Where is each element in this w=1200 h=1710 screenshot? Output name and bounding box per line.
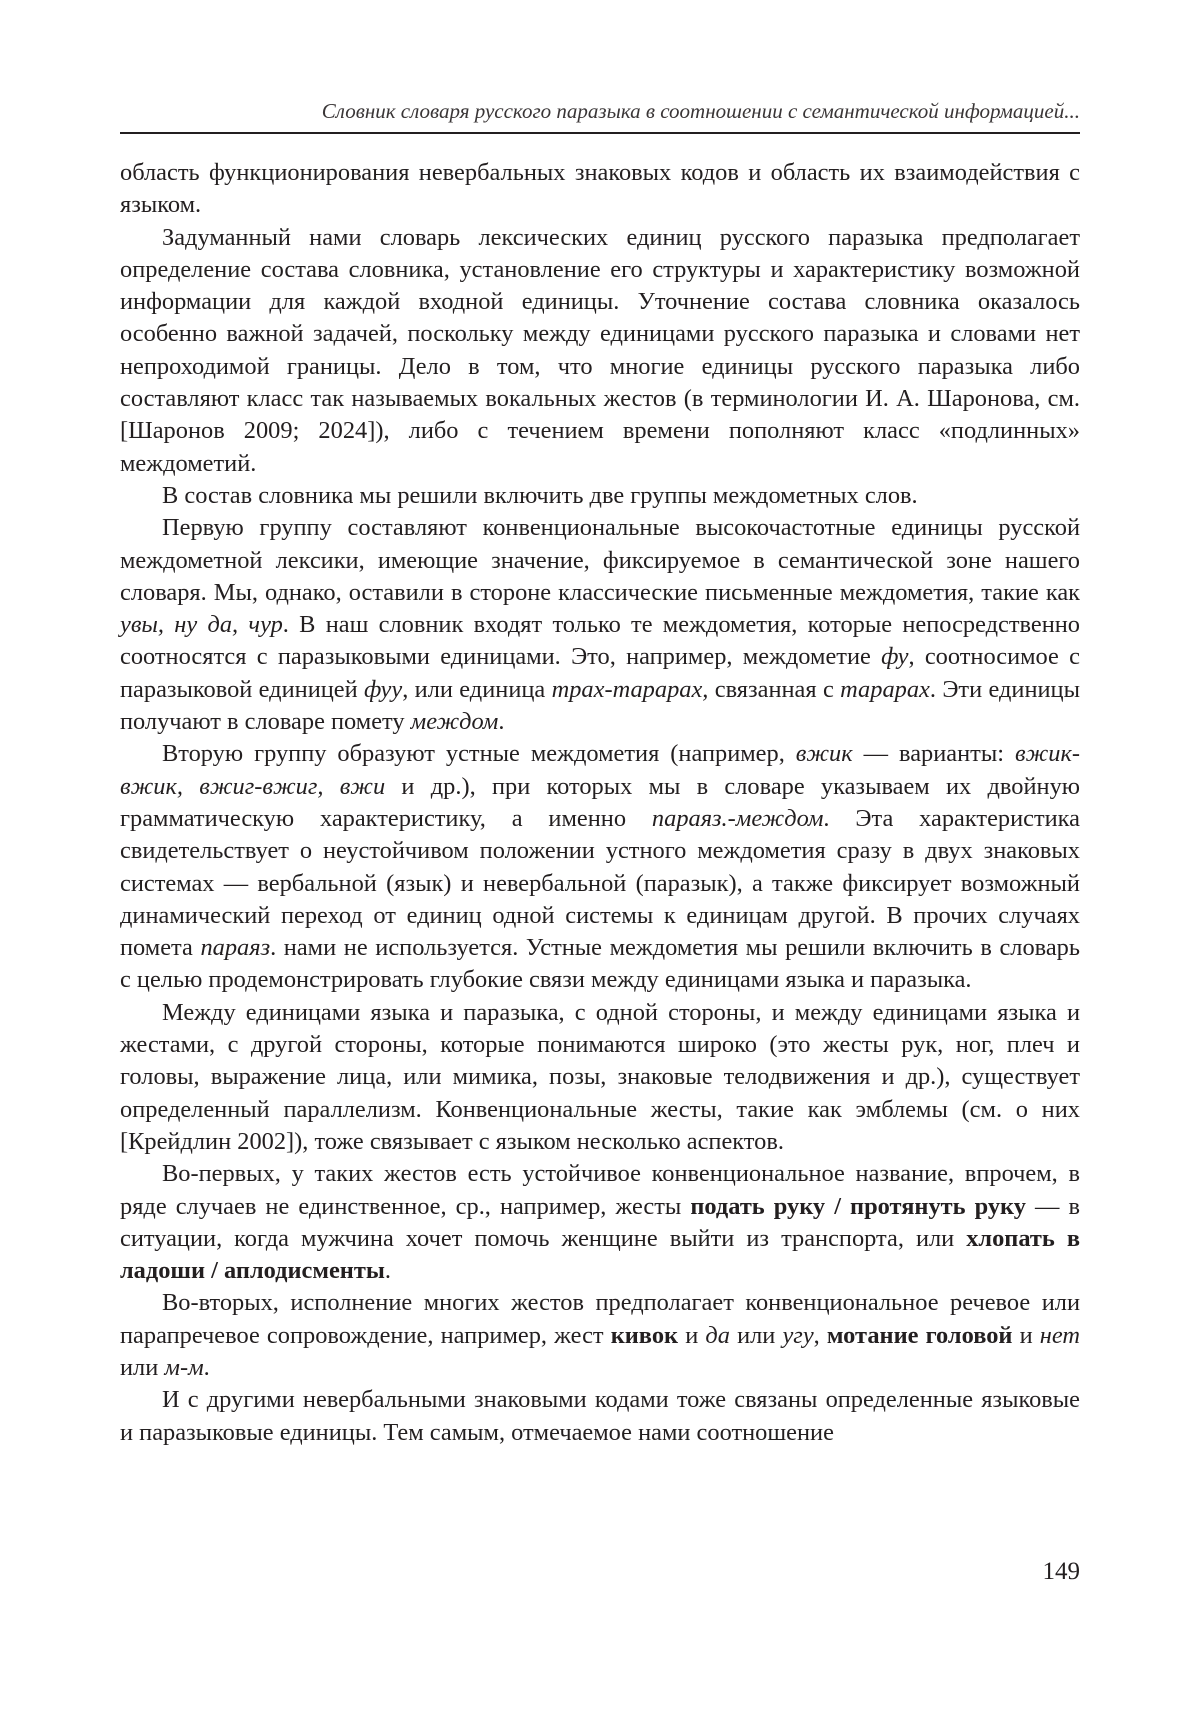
paragraph [120,997,1080,1158]
italic-term: нет [1039,1321,1080,1349]
italic-term: фу [881,643,909,671]
text-run: . нами не используется. Устные междометия мы решили включить в словарь с целью продемонстрировать глубокие связи между единицами языка и паразыка. [120,934,1080,994]
text-run: . В наш словник входят только те междометия, которые непосредственно соотносятся с паразыковыми единицами. Это, например, междометие [120,611,1080,671]
text-run: Первую группу составляют конвенциональные высокочастотные единицы русской междометной лексики, имеющие значение, фиксируемое в семантической зоне нашего словаря. Мы, однако, оставили в стороне классические письменные междометия, такие как [120,514,1080,606]
italic-term: фуу [364,675,403,703]
text-run: . [498,708,505,736]
paragraph [120,1158,1080,1287]
text-run: связанная с [708,675,841,703]
text-run: . Эти единицы получают в словаре помету [120,675,1080,736]
text-run: — в ситуации, когда мужчина хочет помочь женщине выйти из транспорта, или [120,1192,1080,1252]
paragraph [120,1287,1080,1384]
paragraph [120,512,1080,738]
paragraph [120,480,1080,512]
text-run: или [729,1321,783,1349]
text-run: Между единицами языка и паразыка, с одной стороны, и между единицами языка и жестами, с другой стороны, которые понимаются широко (это жесты рук, ног, плеч и головы, выражение лица, или мимика, позы, знаковые телодвижения и др.), существует определенный параллелизм. Конвенциональные жесты, такие как эмблемы (см. о них [Крейдлин 2002]), тоже связывает с языком несколько аспектов. [120,998,1080,1155]
text-run: Задуманный нами словарь лексических единиц русского паразыка предполагает определение состава словника, установление его структуры и характеристику возможной информации для каждой входной единицы. Уточнение состава словника оказалось особенно важной задачей, поскольку между единицами русского паразыка и словами нет непроходимой границы. Дело в том, что многие единицы русского паразыка либо составляют класс так называемых вокальных жестов (в терминологии И. А. Шаронова, см. [Шаронов 2009; 2024]), либо с течением времени пополняют класс «подлинных» междометий. [120,223,1080,477]
running-head: Словник словаря русского паразыка в соотношении с семантической информацией... [321,99,1080,123]
bold-term: кивок [610,1321,679,1349]
text-run: , [813,1321,827,1349]
paragraph [120,157,1080,222]
text-run: . Эта характеристика свидетельствует о неустойчивом положении устного междометия сразу в двух знаковых системах — вербальной (язык) и невербальной (паразык), а также фиксирует возможный динамический переход от единиц одной системы к единицам другой. В прочих случаях помета [120,804,1080,962]
paragraph [120,738,1080,996]
body-text [120,157,1080,1449]
bold-term: хлопать в ладоши / аплодисменты [120,1224,1080,1285]
bold-term: мотание головой [826,1321,1013,1349]
paragraph [120,1384,1080,1449]
text-run: область функционирования невербальных знаковых кодов и область их взаимодействия с языком. [120,159,1080,219]
header-rule [120,132,1080,134]
text-run: — варианты: [852,740,1015,768]
bold-term: подать руку / протянуть руку [690,1192,1026,1220]
text-run: или [120,1353,165,1381]
italic-term: м-м [164,1353,204,1381]
text-run: и др.), при которых мы в словаре указываем их двойную грамматическую характеристику, а именно [120,772,1080,832]
italic-term: угу [782,1321,814,1349]
text-run: Во-вторых, исполнение многих жестов предполагает конвенциональное речевое или парапречевое сопровождение, например, жест [120,1289,1080,1349]
italic-term: да [705,1321,730,1349]
text-run: и [678,1321,706,1349]
text-run: . [203,1353,210,1381]
italic-term: вжик [795,740,853,768]
text-run: . [384,1257,391,1285]
paragraph [120,222,1080,480]
text-run: , или единица [402,675,552,703]
italic-term: трах-тарарах, [551,675,709,703]
italic-term: параяз [200,934,271,962]
text-run: , соотносимое с паразыковой единицей [120,643,1080,703]
italic-term: вжик-вжик, вжиг-вжиг, вжи [120,740,1080,800]
italic-term: параяз.-междом [651,804,824,832]
text-run: Вторую группу образуют устные междометия (например, [162,740,796,768]
italic-term: тарарах [840,675,930,703]
text-run: и [1012,1321,1040,1349]
italic-term: междом [410,708,499,736]
text-run: Во-первых, у таких жестов есть устойчивое конвенциональное название, впрочем, в ряде случаев не единственное, ср., например, жесты [120,1160,1080,1220]
page-number: 149 [1042,1558,1080,1585]
text-run: И с другими невербальными знаковыми кодами тоже связаны определенные языковые и паразыковые единицы. Тем самым, отмечаемое нами соотношение [120,1386,1080,1446]
text-run: В состав словника мы решили включить две группы междометных слов. [162,481,918,509]
italic-term: увы, ну да, чур [120,611,283,639]
